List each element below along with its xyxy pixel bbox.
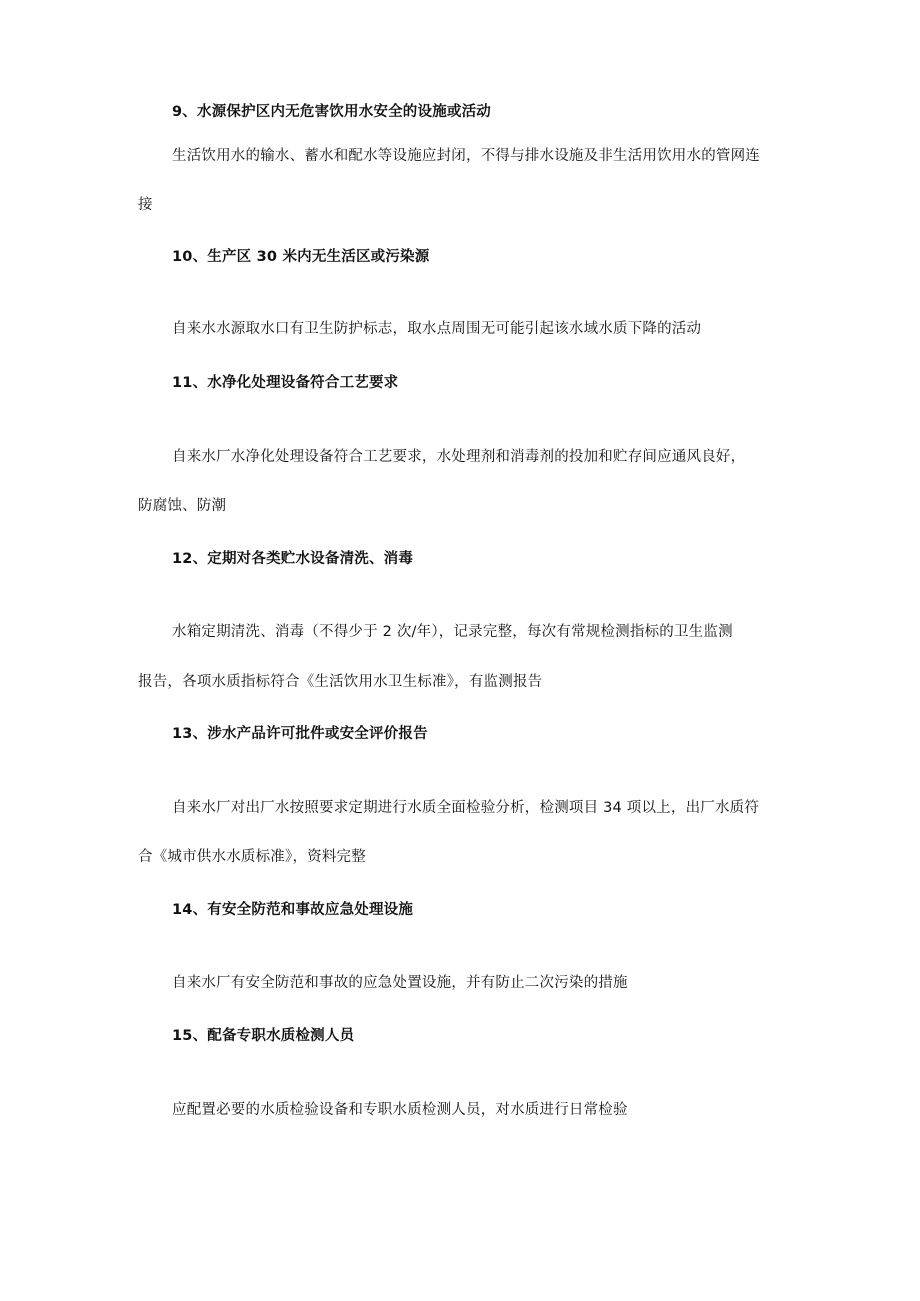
section-9-text-line-2: 接 [138,197,153,213]
section-13-heading: 13、涉水产品许可批件或安全评价报告 [172,726,428,742]
section-12-text-line-1: 水箱定期清洗、消毒（不得少于 2 次/年），记录完整，每次有常规检测指标的卫生监测 [172,624,733,640]
section-11-text-line-2: 防腐蚀、防潮 [138,498,227,514]
section-13-text-line-1: 自来水厂对出厂水按照要求定期进行水质全面检验分析，检测项目 34 项以上，出厂水质符 [172,800,760,816]
section-15-text-line-1: 应配置必要的水质检验设备和专职水质检测人员，对水质进行日常检验 [172,1102,628,1118]
section-9-text-line-1: 生活饮用水的输水、蓄水和配水等设施应封闭，不得与排水设施及非生活用饮用水的管网连 [172,148,760,164]
section-15-heading: 15、配备专职水质检测人员 [172,1028,355,1044]
section-9-heading: 9、水源保护区内无危害饮用水安全的设施或活动 [172,104,491,120]
section-14-text-line-1: 自来水厂有安全防范和事故的应急处置设施，并有防止二次污染的措施 [172,975,628,991]
section-11-heading: 11、水净化处理设备符合工艺要求 [172,375,399,391]
section-12-text-line-2: 报告，各项水质指标符合《生活饮用水卫生标准》，有监测报告 [138,674,543,690]
section-11-text-line-1: 自来水厂水净化处理设备符合工艺要求，水处理剂和消毒剂的投加和贮存间应通风良好， [172,449,746,465]
section-10-text-line-1: 自来水水源取水口有卫生防护标志，取水点周围无可能引起该水域水质下降的活动 [172,321,702,337]
section-12-heading: 12、定期对各类贮水设备清洗、消毒 [172,551,414,567]
section-14-heading: 14、有安全防范和事故应急处理设施 [172,902,414,918]
section-10-heading: 10、生产区 30 米内无生活区或污染源 [172,249,430,265]
section-13-text-line-2: 合《城市供水水质标准》，资料完整 [138,849,366,865]
